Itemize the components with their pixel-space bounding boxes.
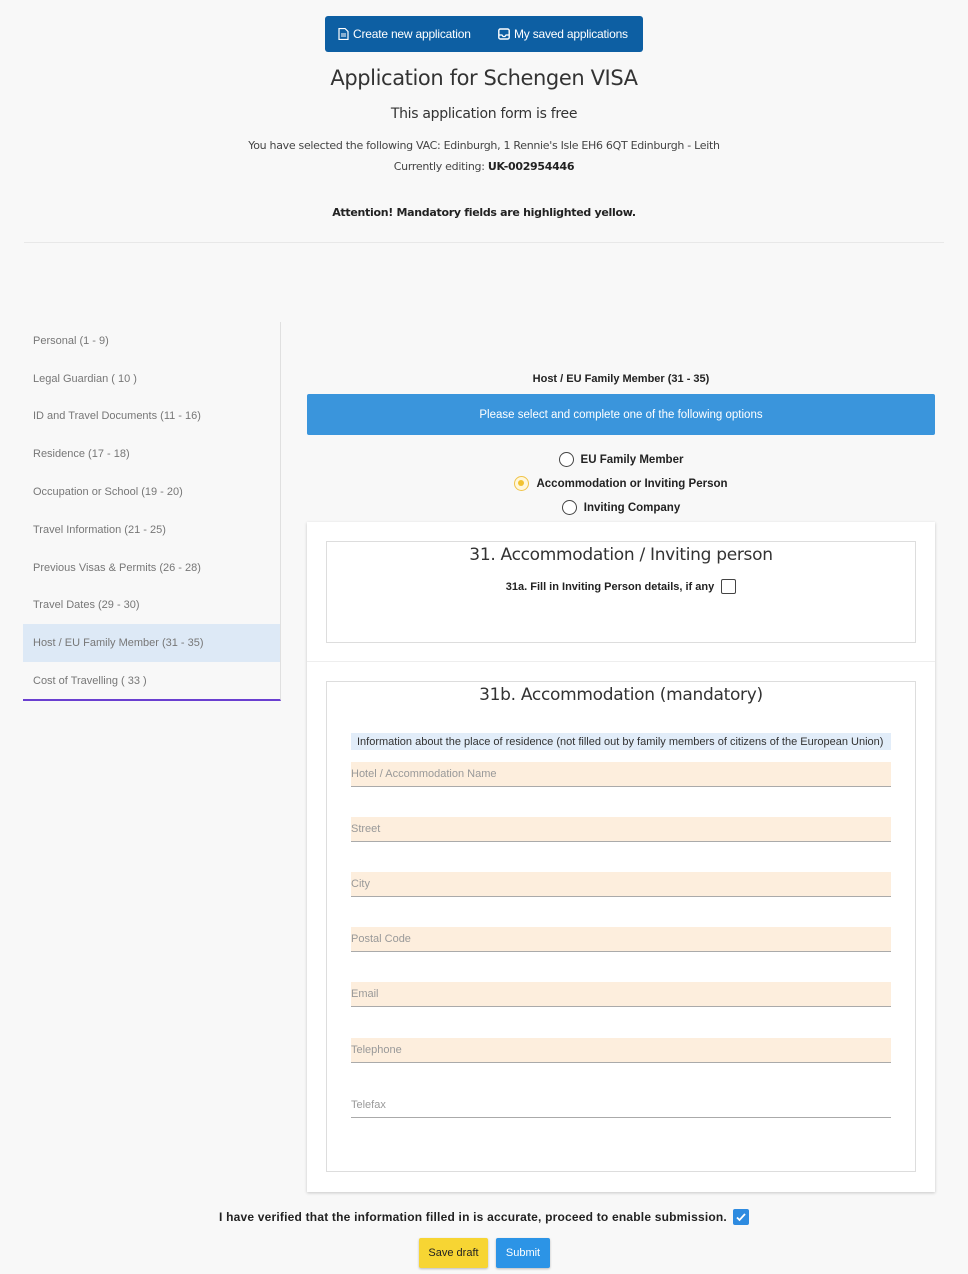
sidebar-item-id-travel-documents[interactable]: ID and Travel Documents (11 - 16) bbox=[33, 410, 201, 423]
sidebar-item-host[interactable]: Host / EU Family Member (31 - 35) bbox=[23, 624, 280, 662]
radio-button[interactable] bbox=[559, 452, 574, 467]
page-subtitle: This application form is free bbox=[390, 106, 578, 122]
saved-applications-label: My saved applications bbox=[514, 27, 628, 41]
document-icon bbox=[338, 28, 349, 40]
radio-button[interactable] bbox=[562, 500, 577, 515]
top-button-group bbox=[325, 16, 643, 52]
save-draft-button[interactable]: Save draft bbox=[419, 1238, 488, 1268]
option-accommodation[interactable] bbox=[307, 476, 935, 491]
checkbox-label: 31a. Fill in Inviting Person details, if any bbox=[505, 580, 715, 593]
box-title: 31. Accommodation / Inviting person bbox=[469, 545, 773, 565]
city-input[interactable]: City bbox=[351, 872, 891, 897]
accommodation-info: Information about the place of residence (not filled out by family members of citizens of the European Union) bbox=[351, 733, 891, 750]
sidebar-item-travel-information[interactable]: Travel Information (21 - 25) bbox=[33, 523, 166, 536]
create-application-label: Create new application bbox=[353, 27, 471, 41]
option-inviting-company[interactable] bbox=[307, 500, 935, 515]
telefax-input[interactable]: Telefax bbox=[351, 1093, 891, 1118]
sidebar-item-occupation[interactable]: Occupation or School (19 - 20) bbox=[33, 486, 183, 499]
editing-label: Currently editing: bbox=[393, 160, 485, 173]
sidebar-item-legal-guardian[interactable]: Legal Guardian ( 10 ) bbox=[33, 372, 137, 385]
option-label: EU Family Member bbox=[580, 453, 684, 466]
card-divider bbox=[307, 661, 935, 662]
submit-button[interactable]: Submit bbox=[496, 1238, 550, 1268]
email-input[interactable]: Email bbox=[351, 982, 891, 1007]
vac-info: You have selected the following VAC: Edinburgh, 1 Rennie's Isle EH6 6QT Edinburgh - Leith bbox=[248, 139, 720, 152]
box-title: 31b. Accommodation (mandatory) bbox=[479, 685, 763, 705]
verify-checkbox[interactable] bbox=[733, 1209, 749, 1225]
saved-applications-button[interactable] bbox=[485, 16, 628, 52]
sidebar-item-previous-visas[interactable]: Previous Visas & Permits (26 - 28) bbox=[33, 561, 201, 574]
option-label: Inviting Company bbox=[583, 501, 681, 514]
create-application-button[interactable] bbox=[325, 16, 485, 52]
attention-notice: Attention! Mandatory fields are highlighted yellow. bbox=[332, 206, 636, 219]
option-eu-family-member[interactable] bbox=[307, 452, 935, 467]
page-title: Application for Schengen VISA bbox=[330, 66, 638, 90]
inviting-person-checkbox[interactable] bbox=[721, 579, 736, 594]
postal-code-input[interactable]: Postal Code bbox=[351, 927, 891, 952]
options-banner: Please select and complete one of the following options bbox=[307, 394, 935, 435]
radio-button-selected[interactable] bbox=[514, 476, 529, 491]
verify-row bbox=[0, 1209, 968, 1225]
inviting-person-box bbox=[326, 541, 916, 643]
form-card bbox=[307, 522, 935, 1192]
check-icon bbox=[735, 1211, 747, 1223]
hotel-name-input[interactable]: Hotel / Accommodation Name bbox=[351, 762, 891, 787]
section-heading: Host / EU Family Member (31 - 35) bbox=[532, 373, 710, 385]
sidebar-item-personal[interactable]: Personal (1 - 9) bbox=[33, 334, 109, 347]
verify-label: I have verified that the information filled in is accurate, proceed to enable submission. bbox=[219, 1210, 727, 1224]
sidebar-item-cost-of-travelling[interactable]: Cost of Travelling ( 33 ) bbox=[33, 675, 147, 688]
editing-info bbox=[0, 160, 968, 173]
street-input[interactable]: Street bbox=[351, 817, 891, 842]
telephone-input[interactable]: Telephone bbox=[351, 1038, 891, 1063]
sidebar-item-residence[interactable]: Residence (17 - 18) bbox=[33, 448, 130, 461]
editing-id: UK-002954446 bbox=[487, 160, 575, 173]
header-divider bbox=[24, 242, 944, 243]
inbox-icon bbox=[498, 28, 510, 40]
inviting-person-checkbox-row bbox=[327, 579, 915, 594]
sidebar-item-travel-dates[interactable]: Travel Dates (29 - 30) bbox=[33, 599, 140, 612]
accommodation-box bbox=[326, 681, 916, 1172]
option-label: Accommodation or Inviting Person bbox=[536, 477, 728, 490]
sidebar-nav bbox=[23, 322, 281, 701]
